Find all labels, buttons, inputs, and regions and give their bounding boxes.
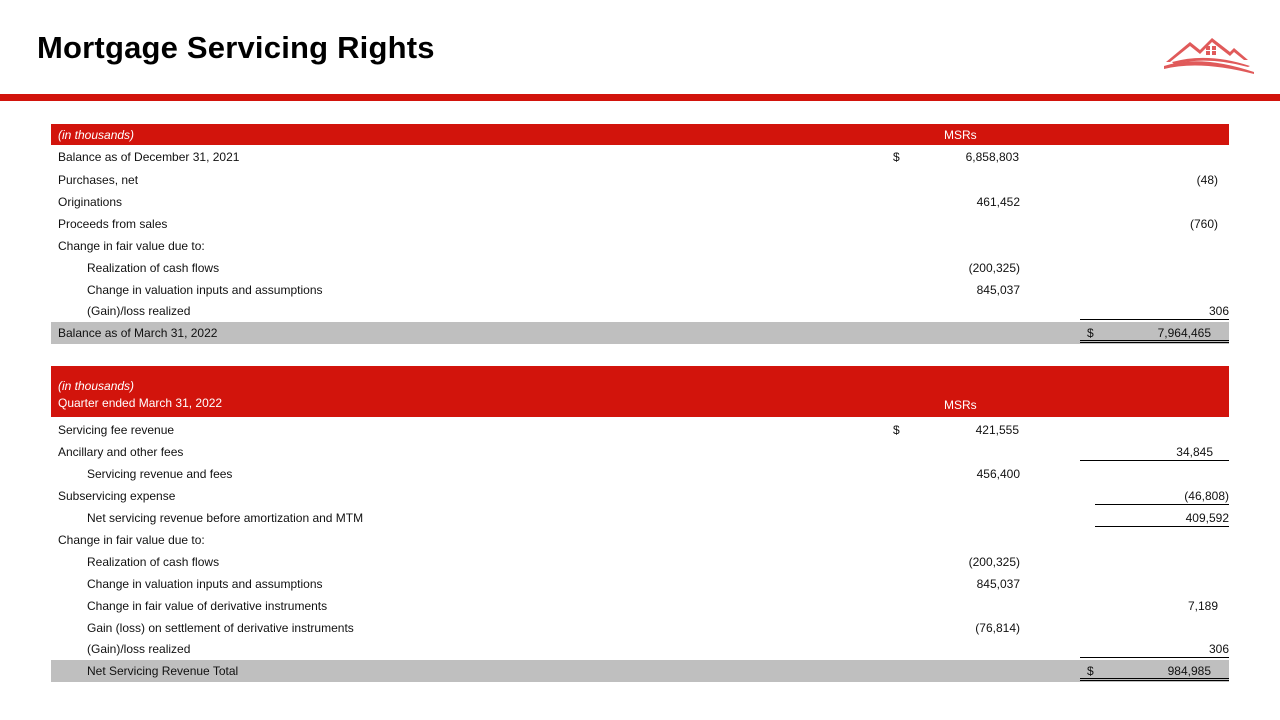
table-row: Gain (loss) on settlement of derivative instruments (76,814) <box>87 621 1020 635</box>
table-row: Subservicing expense (46,808) <box>58 489 1229 503</box>
table-row: Change in valuation inputs and assumptions 845,037 <box>87 283 1020 297</box>
table-row: Change in valuation inputs and assumptions 845,037 <box>87 577 1020 591</box>
table-header <box>51 124 1229 145</box>
page-title: Mortgage Servicing Rights <box>37 30 435 65</box>
column-header: MSRs <box>944 398 977 412</box>
table-row: (Gain)/loss realized 306 <box>87 642 1229 656</box>
table-row: (Gain)/loss realized 306 <box>87 304 1229 318</box>
table-row: Ancillary and other fees 34,845 <box>51 441 1229 463</box>
table-row: Change in fair value due to: <box>58 533 205 547</box>
table-row: Purchases, net (48) <box>58 173 1218 187</box>
header-divider <box>0 94 1280 101</box>
table-row: Servicing fee revenue $ 421,555 <box>58 423 1019 437</box>
table-row: Servicing revenue and fees 456,400 <box>87 467 1020 481</box>
total-row: Net Servicing Revenue Total $ 984,985 <box>51 660 1229 682</box>
house-roof-logo-icon <box>1160 32 1256 76</box>
table-header <box>51 366 1229 417</box>
units-label: (in thousands) <box>58 128 135 142</box>
table-row: Change in fair value of derivative instruments 7,189 <box>87 599 1218 613</box>
table-row: Change in fair value due to: <box>58 239 205 253</box>
column-header: MSRs <box>944 128 977 142</box>
table-row: Realization of cash flows (200,325) <box>87 261 1020 275</box>
period-label: Quarter ended March 31, 2022 <box>58 396 223 410</box>
table-row: Proceeds from sales (760) <box>58 217 1218 231</box>
units-label: (in thousands) <box>58 379 135 393</box>
table-row: Net servicing revenue before amortization and MTM 409,592 <box>87 511 1229 525</box>
total-row: Balance as of March 31, 2022 $ 7,964,465 <box>51 322 1229 344</box>
table-row: Originations 461,452 <box>58 195 1020 209</box>
table-row: Realization of cash flows (200,325) <box>87 555 1020 569</box>
table-row: Balance as of December 31, 2021 $ 6,858,803 <box>58 150 1019 164</box>
